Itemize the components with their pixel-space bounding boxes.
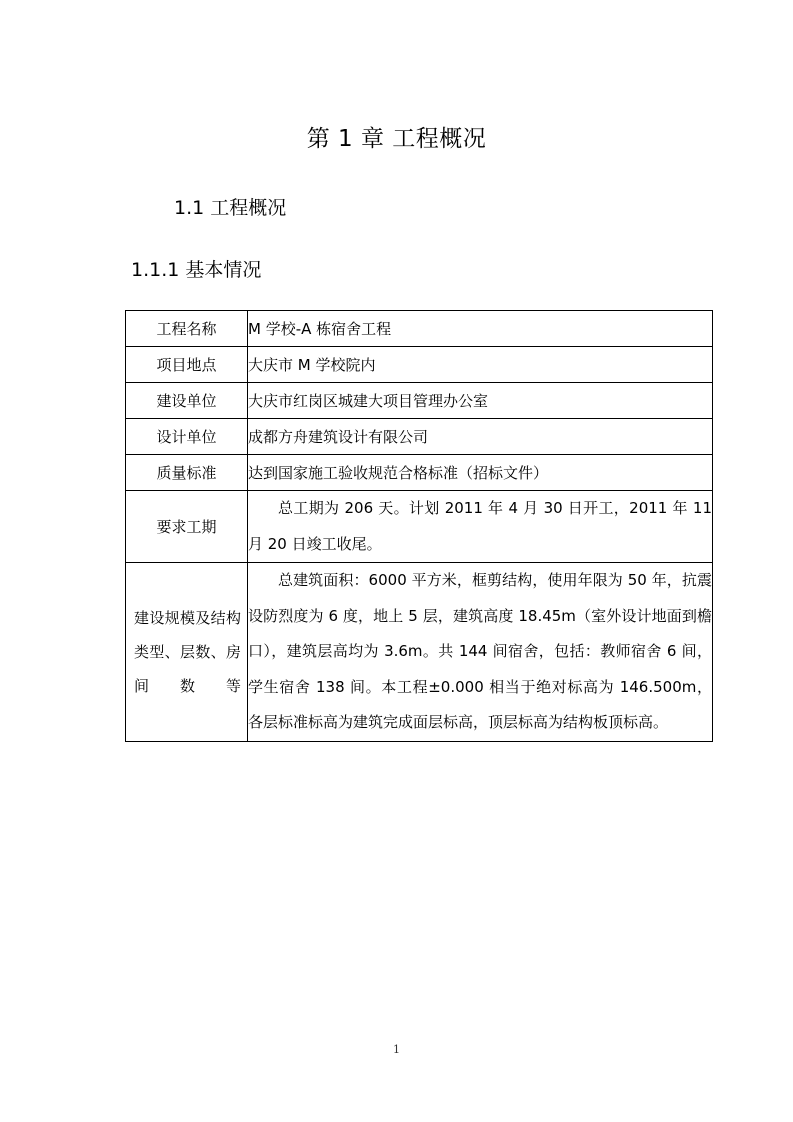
row-label-quality: 质量标准 xyxy=(126,455,248,491)
row-label-owner: 建设单位 xyxy=(126,383,248,419)
subsection-title: 1.1.1 基本情况 xyxy=(131,259,262,281)
table-row xyxy=(126,383,713,419)
chapter-title: 第 1 章 工程概况 xyxy=(306,126,487,152)
row-value-project-name: M 学校-A 栋宿舍工程 xyxy=(248,311,713,347)
row-label-designer: 设计单位 xyxy=(126,419,248,455)
row-label-schedule: 要求工期 xyxy=(126,491,248,563)
row-label-project-name: 工程名称 xyxy=(126,311,248,347)
table-row xyxy=(126,455,713,491)
table-row xyxy=(126,563,713,742)
row-value-schedule: 总工期为 206 天。计划 2011 年 4 月 30 日开工，2011 年 11 月 20 日竣工收尾。 xyxy=(248,491,713,563)
table-row xyxy=(126,311,713,347)
row-value-designer: 成都方舟建筑设计有限公司 xyxy=(248,419,713,455)
row-value-location: 大庆市 M 学校院内 xyxy=(248,347,713,383)
row-value-scale: 总建筑面积：6000 平方米，框剪结构，使用年限为 50 年，抗震设防烈度为 6 度，地上 5 层，建筑高度 18.45m（室外设计地面到檐口），建筑层高均为 3.6m。共 144 间宿舍，包括：教师宿舍 6 间，学生宿舍 138 间。本工程±0.000 相当于绝对标高为 146.500m，各层标准标高为建筑完成面层标高，顶层标高为结构板顶标高。 xyxy=(248,563,713,742)
row-label-location: 项目地点 xyxy=(126,347,248,383)
row-value-owner: 大庆市红岗区城建大项目管理办公室 xyxy=(248,383,713,419)
row-label-scale: 建设规模及结构类型、层数、房间数等 xyxy=(126,563,248,742)
project-info-table xyxy=(125,310,713,742)
table-row xyxy=(126,491,713,563)
page-number: 1 xyxy=(393,1043,400,1056)
table-row xyxy=(126,347,713,383)
table-row xyxy=(126,419,713,455)
section-title: 1.1 工程概况 xyxy=(174,197,287,219)
row-value-quality: 达到国家施工验收规范合格标准（招标文件） xyxy=(248,455,713,491)
